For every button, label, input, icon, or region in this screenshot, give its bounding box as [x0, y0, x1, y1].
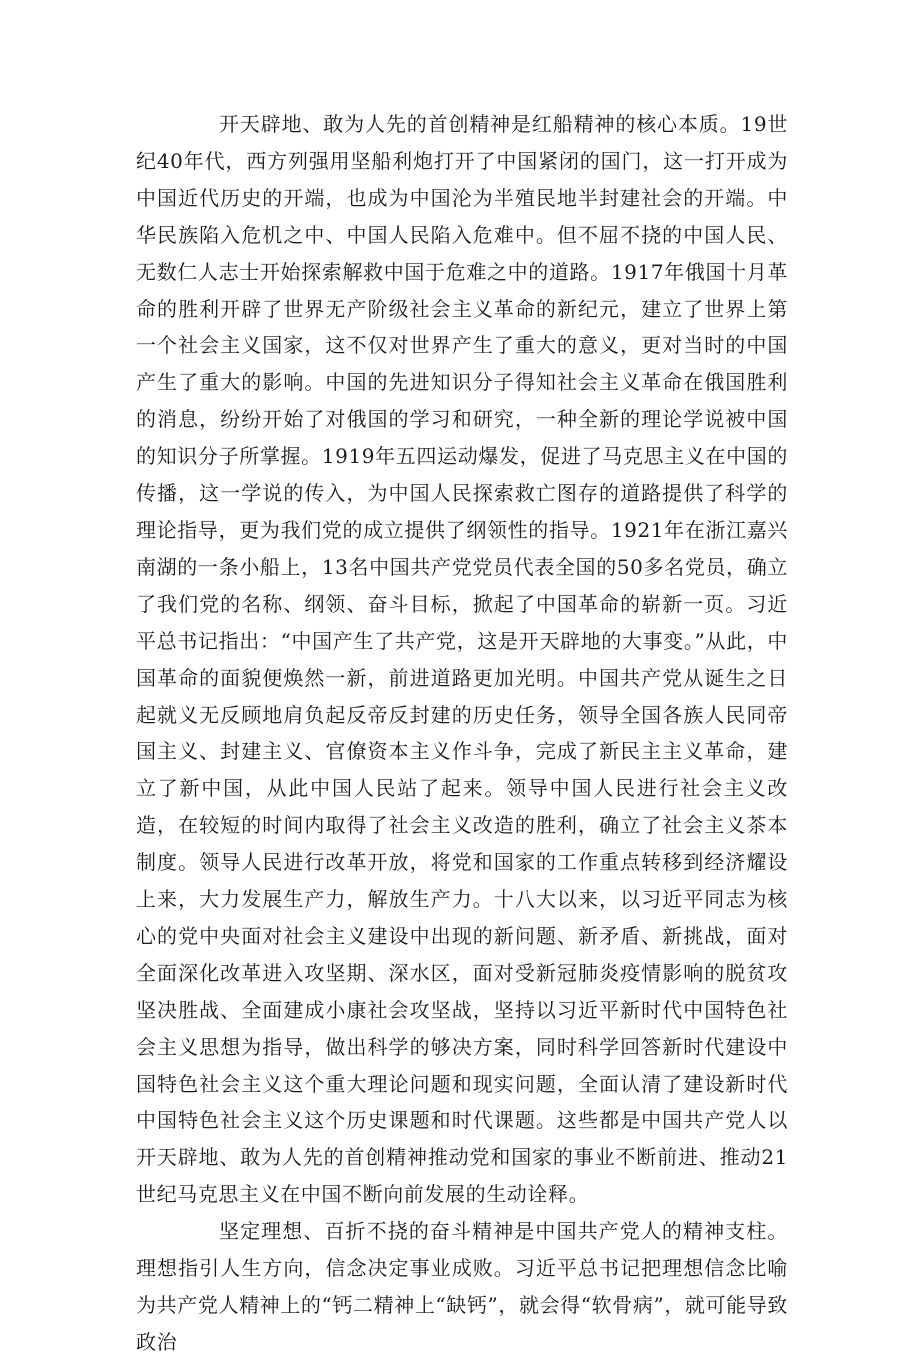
- paragraph-red-boat-pioneering-spirit: 开天辟地、敢为人先的首创精神是红船精神的核心本质。19世纪40年代，西方列强用坚船利炮打开了中国紧闭的国门，这一打开成为中国近代历史的开端，也成为中国沦为半殖民地半封建社会的开端。中华民族陷入危机之中、中国人民陷入危难中。但不屈不挠的中国人民、无数仁人志士开始探索解救中国于危难之中的道路。1917年俄国十月革命的胜利开辟了世界无产阶级社会主义革命的新纪元，建立了世界上第一个社会主义国家，这不仅对世界产生了重大的意义，更对当时的中国产生了重大的影响。中国的先进知识分子得知社会主义革命在俄国胜利的消息，纷纷开始了对俄国的学习和研究，一种全新的理论学说被中国的知识分子所掌握。1919年五四运动爆发，促进了马克思主义在中国的传播，这一学说的传入，为中国人民探索救亡图存的道路提供了科学的理论指导，更为我们党的成立提供了纲领性的指导。1921年在浙江嘉兴南湖的一条小船上，13名中国共产党党员代表全国的50多名党员，确立了我们党的名称、纲领、奋斗目标，掀起了中国革命的崭新一页。习近平总书记指出：“中国产生了共产党，这是开天辟地的大事变。”从此，中国革命的面貌便焕然一新，前进道路更加光明。中国共产党从诞生之日起就义无反顾地肩负起反帝反封建的历史任务，领导全国各族人民同帝国主义、封建主义、官僚资本主义作斗争，完成了新民主主义革命，建立了新中国，从此中国人民站了起来。领导中国人民进行社会主义改造，在较短的时间内取得了社会主义改造的胜利，确立了社会主义茶本制度。领导人民进行改革开放，将党和国家的工作重点转移到经济耀设上来，大力发展生产力，解放生产力。十八大以来，以习近平同志为核心的党中央面对社会主义建设中出现的新问题、新矛盾、新挑战，面对全面深化改革进入攻坚期、深水区，面对受新冠肺炎疫情影响的脱贫攻坚决胜战、全面建成小康社会攻坚战，坚持以习近平新时代中国特色社会主义思想为指导，做出科学的够决方案，同时科学回答新时代建设中国特色社会主义这个重大理论问题和现实问题，全面认清了建设新时代中国特色社会主义这个历史课题和时代课题。这些都是中国共产党人以开天辟地、敢为人先的首创精神推动党和国家的事业不断前进、推动21世纪马克思主义在中国不断向前发展的生动诠释。: [136, 112, 788, 1207]
- document-body: [136, 106, 788, 1361]
- paragraph-struggle-spirit: 坚定理想、百折不挠的奋斗精神是中国共产党人的精神支柱。理想指引人生方向，信念决定事业成败。习近平总书记把理想信念比喻为共产党人精神上的“钙二精神上“缺钙”，就会得“软骨病”，就可能导致政治: [136, 1219, 788, 1354]
